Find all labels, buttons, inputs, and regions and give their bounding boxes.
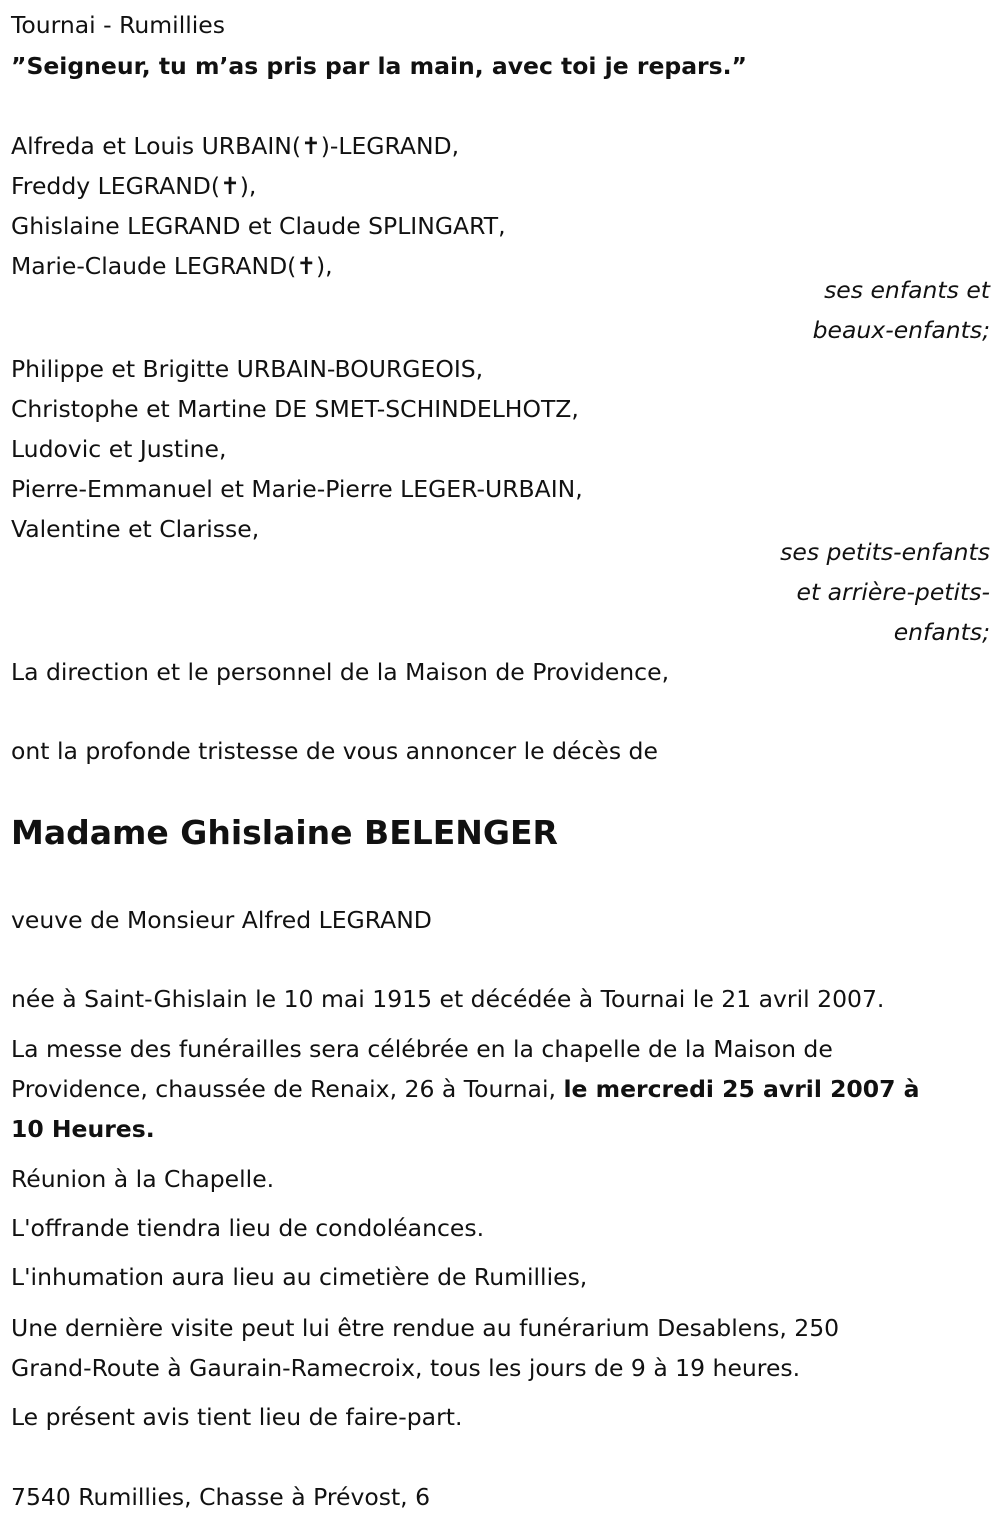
widow-of: veuve de Monsieur Alfred LEGRAND [11, 906, 432, 934]
visit-info: Grand-Route à Gaurain-Ramecroix, tous les jours de 9 à 19 heures. [11, 1354, 801, 1382]
burial: L'inhumation aura lieu au cimetière de Rumillies, [11, 1263, 588, 1291]
family-line: Pierre-Emmanuel et Marie-Pierre LEGER-URBAIN, [11, 475, 583, 503]
institution: La direction et le personnel de la Maison de Providence, [11, 658, 670, 686]
quote: ”Seigneur, tu m’as pris par la main, avec toi je repars.” [11, 52, 748, 80]
relation-label: enfants; [893, 618, 990, 646]
mass-time: 10 Heures. [11, 1115, 155, 1143]
relation-label: ses enfants et [824, 276, 990, 304]
mass-info [11, 1069, 920, 1109]
mass-date: le mercredi 25 avril 2007 à [563, 1075, 920, 1103]
notice: Le présent avis tient lieu de faire-part. [11, 1403, 463, 1431]
mass-info: La messe des funérailles sera célébrée en la chapelle de la Maison de [11, 1035, 833, 1063]
family-line: Marie-Claude LEGRAND(✝), [11, 252, 333, 280]
family-line: Alfreda et Louis URBAIN(✝)-LEGRAND, [11, 132, 460, 160]
dates: née à Saint-Ghislain le 10 mai 1915 et décédée à Tournai le 21 avril 2007. [11, 985, 885, 1013]
offering: L'offrande tiendra lieu de condoléances. [11, 1214, 485, 1242]
relation-label: ses petits-enfants [780, 538, 990, 566]
location: Tournai - Rumillies [11, 11, 226, 39]
deceased-name: Madame Ghislaine BELENGER [11, 813, 558, 852]
family-line: Freddy LEGRAND(✝), [11, 172, 257, 200]
family-line: Ludovic et Justine, [11, 435, 227, 463]
announcement: ont la profonde tristesse de vous annoncer le décès de [11, 737, 658, 765]
meeting: Réunion à la Chapelle. [11, 1165, 275, 1193]
relation-label: beaux-enfants; [812, 316, 990, 344]
mass-location: Providence, chaussée de Renaix, 26 à Tournai, [11, 1075, 564, 1103]
family-line: Ghislaine LEGRAND et Claude SPLINGART, [11, 212, 506, 240]
family-line: Christophe et Martine DE SMET-SCHINDELHOTZ, [11, 395, 579, 423]
family-line: Valentine et Clarisse, [11, 515, 260, 543]
visit-info: Une dernière visite peut lui être rendue au funérarium Desablens, 250 [11, 1314, 840, 1342]
address: 7540 Rumillies, Chasse à Prévost, 6 [11, 1483, 431, 1511]
relation-label: et arrière-petits- [796, 578, 990, 606]
family-line: Philippe et Brigitte URBAIN-BOURGEOIS, [11, 355, 484, 383]
